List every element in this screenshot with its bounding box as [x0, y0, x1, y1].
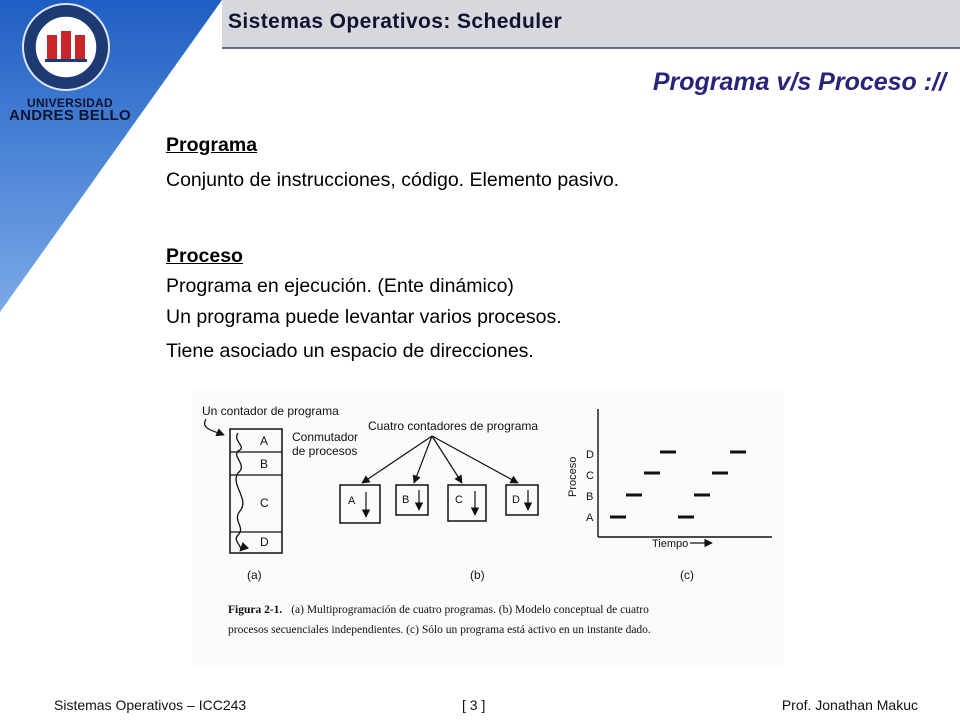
figure-part-c: [567, 409, 772, 582]
proceso-line-1: Programa en ejecución. (Ente dinámico): [166, 275, 514, 297]
footer-course: Sistemas Operativos – ICC243: [54, 697, 247, 713]
block-b-label: B: [260, 457, 269, 471]
block-d-label: D: [260, 535, 269, 549]
block-c-label: C: [260, 496, 269, 510]
process-switch-label-2: de procesos: [292, 444, 358, 458]
university-seal-logo: [23, 4, 109, 90]
figure-caption-line-2: procesos secuenciales independientes. (c) Sólo un programa está activo en un instante dado.: [228, 624, 651, 636]
programa-heading: Programa: [166, 134, 258, 156]
proceso-line-2: Un programa puede levantar varios procesos.: [166, 306, 562, 328]
process-box-b-label: B: [402, 494, 410, 506]
row-label-d: D: [586, 449, 594, 461]
figure-2-1: [192, 389, 784, 665]
figure-part-b: [340, 419, 538, 582]
footer-professor: Prof. Jonathan Makuc: [781, 697, 918, 713]
proceso-line-3: Tiene asociado un espacio de direcciones.: [166, 340, 534, 362]
university-name-line1: UNIVERSIDAD: [27, 96, 113, 110]
footer-page-number: [ 3 ]: [462, 697, 486, 713]
programa-description: Conjunto de instrucciones, código. Elemento pasivo.: [166, 169, 620, 191]
figure-part-a: [202, 404, 358, 582]
timeline-bars: [610, 452, 746, 517]
block-a-label: A: [260, 434, 269, 448]
row-label-a: A: [586, 512, 594, 524]
figure-caption-number: Figura 2-1.: [228, 604, 283, 616]
section-title: Programa v/s Proceso ://: [652, 68, 946, 96]
figure-caption-line-1: [228, 604, 649, 616]
process-box-d: [506, 485, 538, 515]
caption-a: (a): [247, 568, 262, 582]
row-label-c: C: [586, 470, 594, 482]
proceso-heading: Proceso: [166, 245, 243, 267]
process-box-c-label: C: [455, 494, 463, 506]
process-box-a-label: A: [348, 495, 356, 507]
process-box-d-label: D: [512, 494, 520, 506]
header-title: Sistemas Operativos: Scheduler: [228, 10, 563, 33]
process-box-a: [340, 485, 380, 523]
caption-c: (c): [680, 568, 694, 582]
row-label-b: B: [586, 491, 594, 503]
figure-caption-text-1: (a) Multiprogramación de cuatro programas. (b) Modelo conceptual de cuatro: [291, 604, 649, 616]
process-switch-label-1: Conmutador: [292, 430, 359, 444]
process-box-c: [448, 485, 486, 521]
y-axis-label: Proceso: [567, 456, 579, 497]
caption-b: (b): [470, 568, 485, 582]
university-name-line2: ANDRES BELLO: [9, 107, 131, 124]
four-counters-label: Cuatro contadores de programa: [368, 419, 539, 433]
x-axis-label: Tiempo: [652, 538, 689, 550]
execution-flow-arrow: [236, 433, 243, 551]
process-box-b: [396, 485, 428, 515]
program-counter-label: Un contador de programa: [202, 404, 339, 418]
